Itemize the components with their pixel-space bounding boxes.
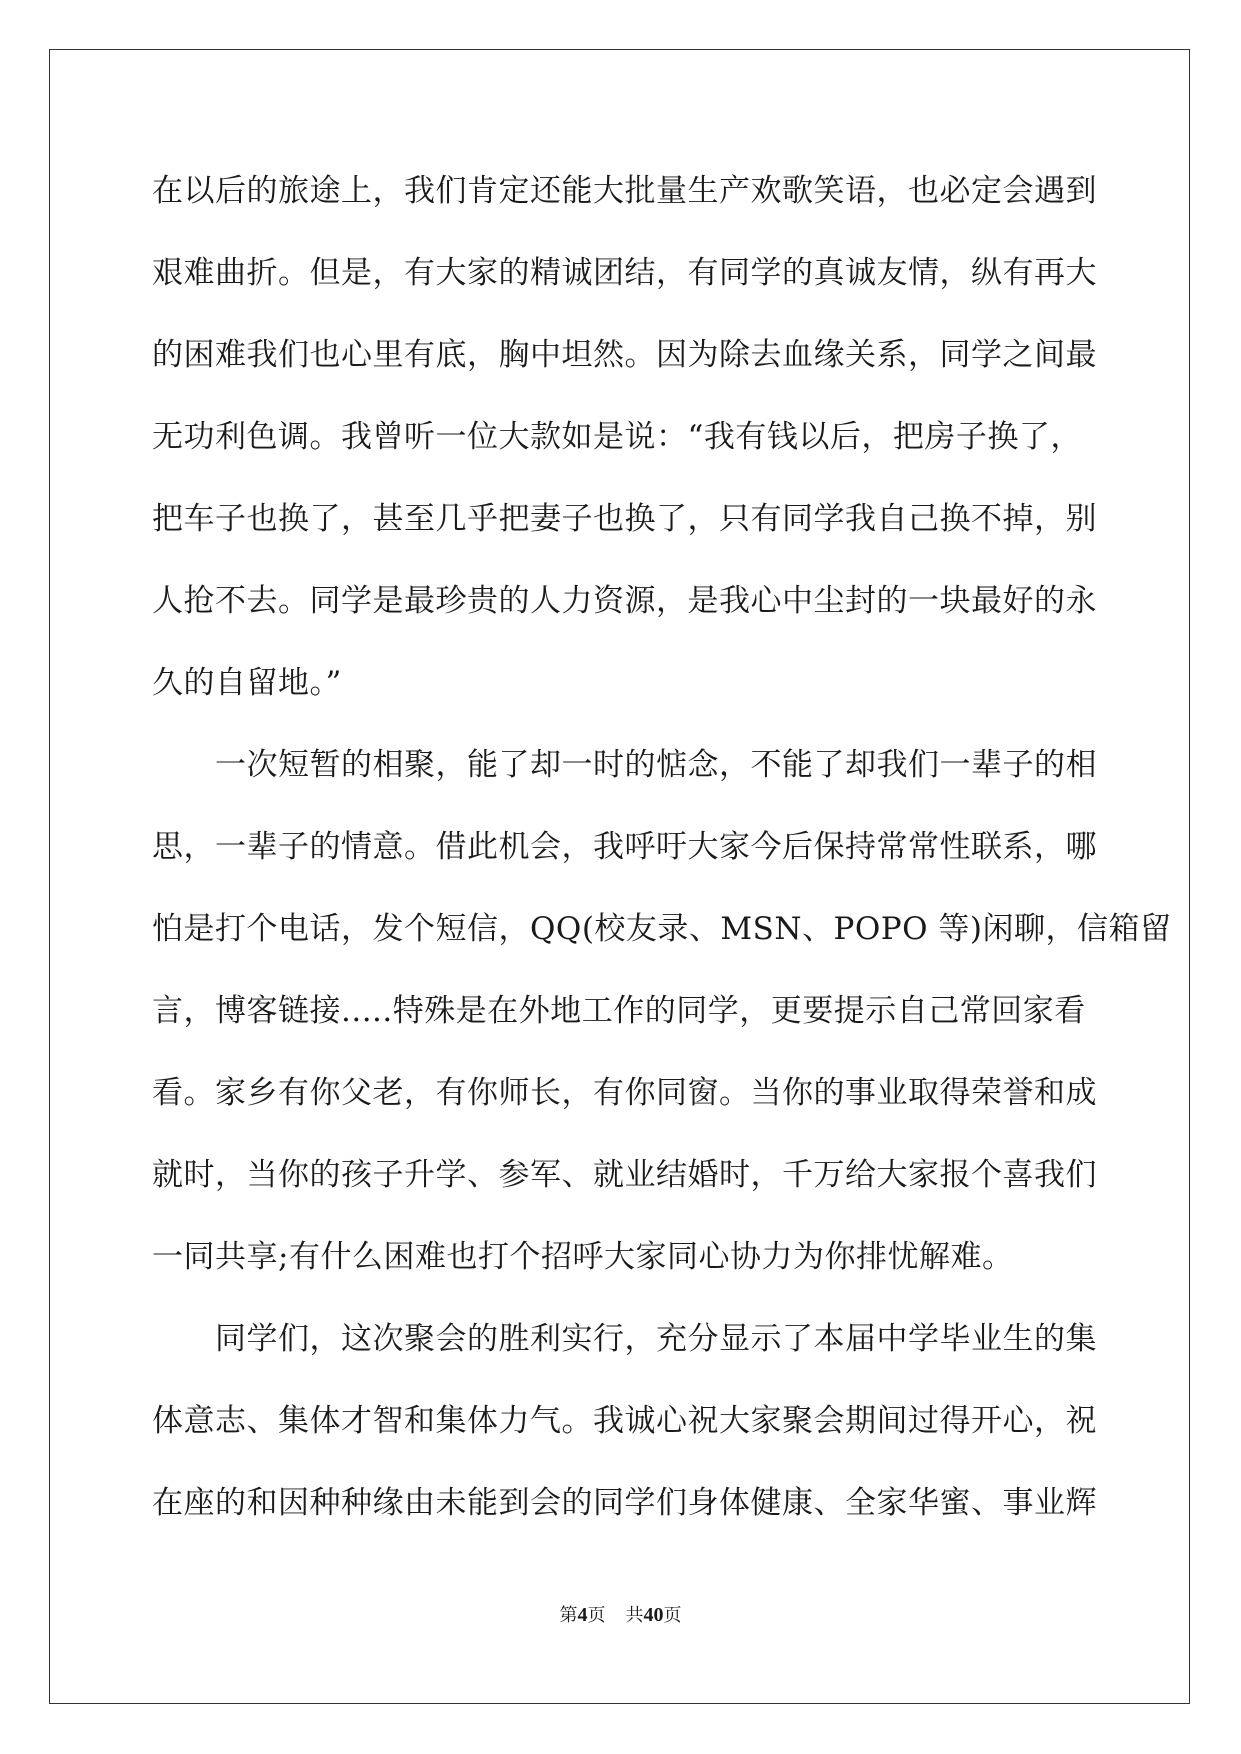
footer-total-prefix: 共 xyxy=(625,1605,644,1626)
page-footer xyxy=(0,1602,1241,1629)
text-line: 思，一辈子的情意。借此机会，我呼吁大家今后保持常常性联系，哪 xyxy=(152,829,1097,865)
text-line: 在以后的旅途上，我们肯定还能大批量生产欢歌笑语，也必定会遇到 xyxy=(152,173,1097,209)
paragraph-1 xyxy=(152,163,1097,737)
text-line: 人抢不去。同学是最珍贵的人力资源，是我心中尘封的一块最好的永 xyxy=(152,583,1097,619)
text-line: 同学们，这次聚会的胜利实行，充分显示了本届中学毕业生的集 xyxy=(152,1321,1097,1357)
text-line: 艰难曲折。但是，有大家的精诚团结，有同学的真诚友情，纵有再大 xyxy=(152,255,1097,291)
text-line: 看。家乡有你父老，有你师长，有你同窗。当你的事业取得荣誉和成 xyxy=(152,1075,1097,1111)
text-line: 无功利色调。我曾听一位大款如是说：“我有钱以后，把房子换了， xyxy=(152,419,1082,455)
paragraph-2 xyxy=(152,737,1172,1311)
total-pages-number: 40 xyxy=(643,1604,664,1626)
text-line: 体意志、集体才智和集体力气。我诚心祝大家聚会期间过得开心，祝 xyxy=(152,1403,1097,1439)
text-line: 把车子也换了，甚至几乎把妻子也换了，只有同学我自己换不掉，别 xyxy=(152,501,1097,537)
footer-total-unit: 页 xyxy=(663,1605,682,1626)
text-line: 的困难我们也心里有底，胸中坦然。因为除去血缘关系，同学之间最 xyxy=(152,337,1097,373)
text-line: 一同共享;有什么困难也打个招呼大家同心协力为你排忧解难。 xyxy=(152,1239,1014,1275)
text-line: 一次短暂的相聚，能了却一时的惦念，不能了却我们一辈子的相 xyxy=(152,747,1097,783)
footer-page-unit: 页 xyxy=(587,1605,606,1626)
text-line: 言，博客链接.....特殊是在外地工作的同学，更要提示自己常回家看 xyxy=(152,993,1086,1029)
text-line: 久的自留地。” xyxy=(152,665,342,701)
text-line: 在座的和因种种缘由未能到会的同学们身体健康、全家华蜜、事业辉 xyxy=(152,1485,1097,1521)
current-page-number: 4 xyxy=(577,1604,588,1626)
footer-prefix: 第 xyxy=(559,1605,578,1626)
text-line: 怕是打个电话，发个短信，QQ(校友录、MSN、POPO 等)闲聊，信箱留 xyxy=(152,911,1172,947)
paragraph-3 xyxy=(152,1311,1097,1557)
text-line: 就时，当你的孩子升学、参军、就业结婚时，千万给大家报个喜我们 xyxy=(152,1157,1097,1193)
document-body xyxy=(152,163,1172,1557)
